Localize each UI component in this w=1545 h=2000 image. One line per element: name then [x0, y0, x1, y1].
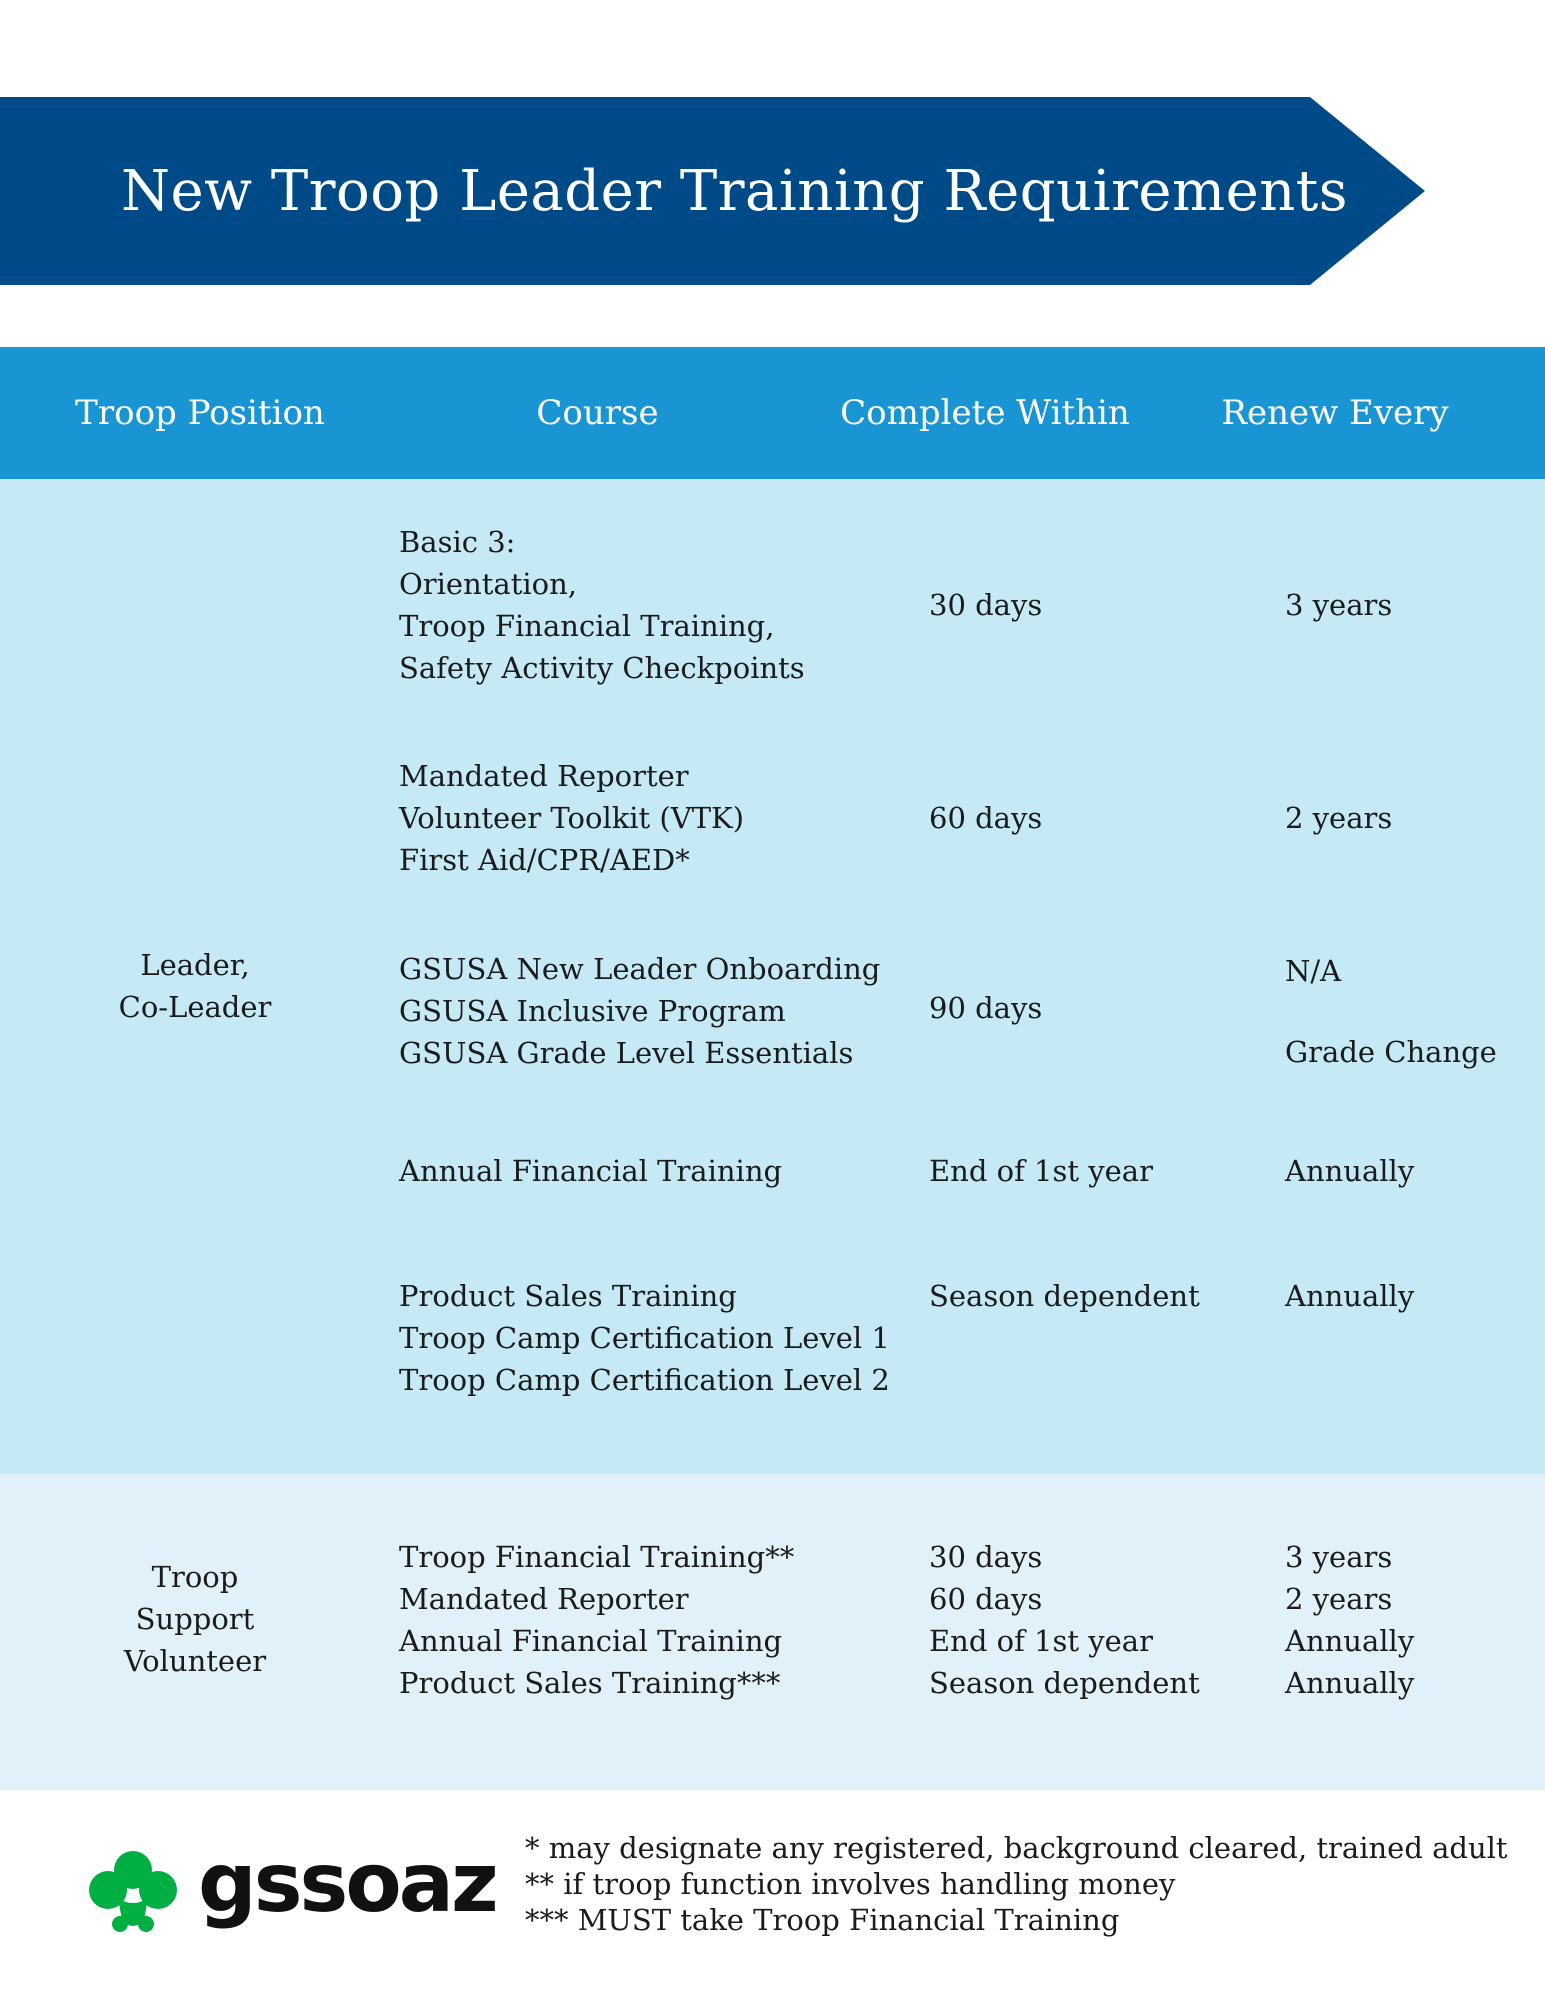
course-cell: GSUSA New Leader Onboarding GSUSA Inclusive Program GSUSA Grade Level Essentials [399, 952, 881, 1070]
course-cell: Basic 3: Orientation, Troop Financial Training, Safety Activity Checkpoints [399, 525, 805, 685]
header-renew-every: Renew Every [1221, 393, 1449, 433]
table-header [0, 347, 1545, 479]
title-banner [0, 97, 1425, 285]
trefoil-icon [88, 1850, 178, 1934]
course-cell: Annual Financial Training [399, 1154, 783, 1188]
footnote: ** if troop function involves handling money [525, 1867, 1176, 1901]
header-complete-within: Complete Within [840, 393, 1130, 433]
footer [0, 1790, 1545, 2000]
complete-cell: 60 days [929, 801, 1043, 835]
course-cell: Product Sales Training Troop Camp Certification Level 1 Troop Camp Certification Level 2 [399, 1279, 890, 1397]
renew-cell: Grade Change [1285, 1035, 1497, 1069]
renew-cell: Annually [1285, 1154, 1415, 1188]
footnote: *** MUST take Troop Financial Training [525, 1903, 1120, 1937]
course-cell: Mandated Reporter Volunteer Toolkit (VTK) First Aid/CPR/AED* [399, 759, 745, 877]
renew-cell: N/A [1285, 954, 1342, 988]
gssoaz-logo [88, 1836, 496, 1931]
header-troop-position: Troop Position [75, 393, 325, 433]
position-leader: Leader, Co-Leader [118, 948, 272, 1024]
renew-cell: 2 years [1285, 801, 1393, 835]
complete-cell: 30 days 60 days End of 1st year Season dependent [929, 1540, 1200, 1700]
header-course: Course [536, 393, 659, 433]
complete-cell: 90 days [929, 991, 1043, 1025]
footnote: * may designate any registered, background cleared, trained adult [525, 1831, 1508, 1865]
complete-cell: Season dependent [929, 1279, 1200, 1313]
complete-cell: 30 days [929, 588, 1043, 622]
renew-cell: 3 years 2 years Annually Annually [1285, 1540, 1415, 1700]
renew-cell: 3 years [1285, 588, 1393, 622]
page-title: New Troop Leader Training Requirements [121, 158, 1349, 224]
complete-cell: End of 1st year [929, 1154, 1153, 1188]
position-support-volunteer: Troop Support Volunteer [123, 1560, 267, 1678]
course-cell: Troop Financial Training** Mandated Reporter Annual Financial Training Product Sales Training*** [399, 1540, 795, 1700]
leader-section [0, 479, 1545, 1474]
renew-cell: Annually [1285, 1279, 1415, 1313]
footnotes [525, 1830, 1508, 1938]
support-section [0, 1474, 1545, 1790]
logo-wordmark: gssoaz [198, 1836, 496, 1931]
